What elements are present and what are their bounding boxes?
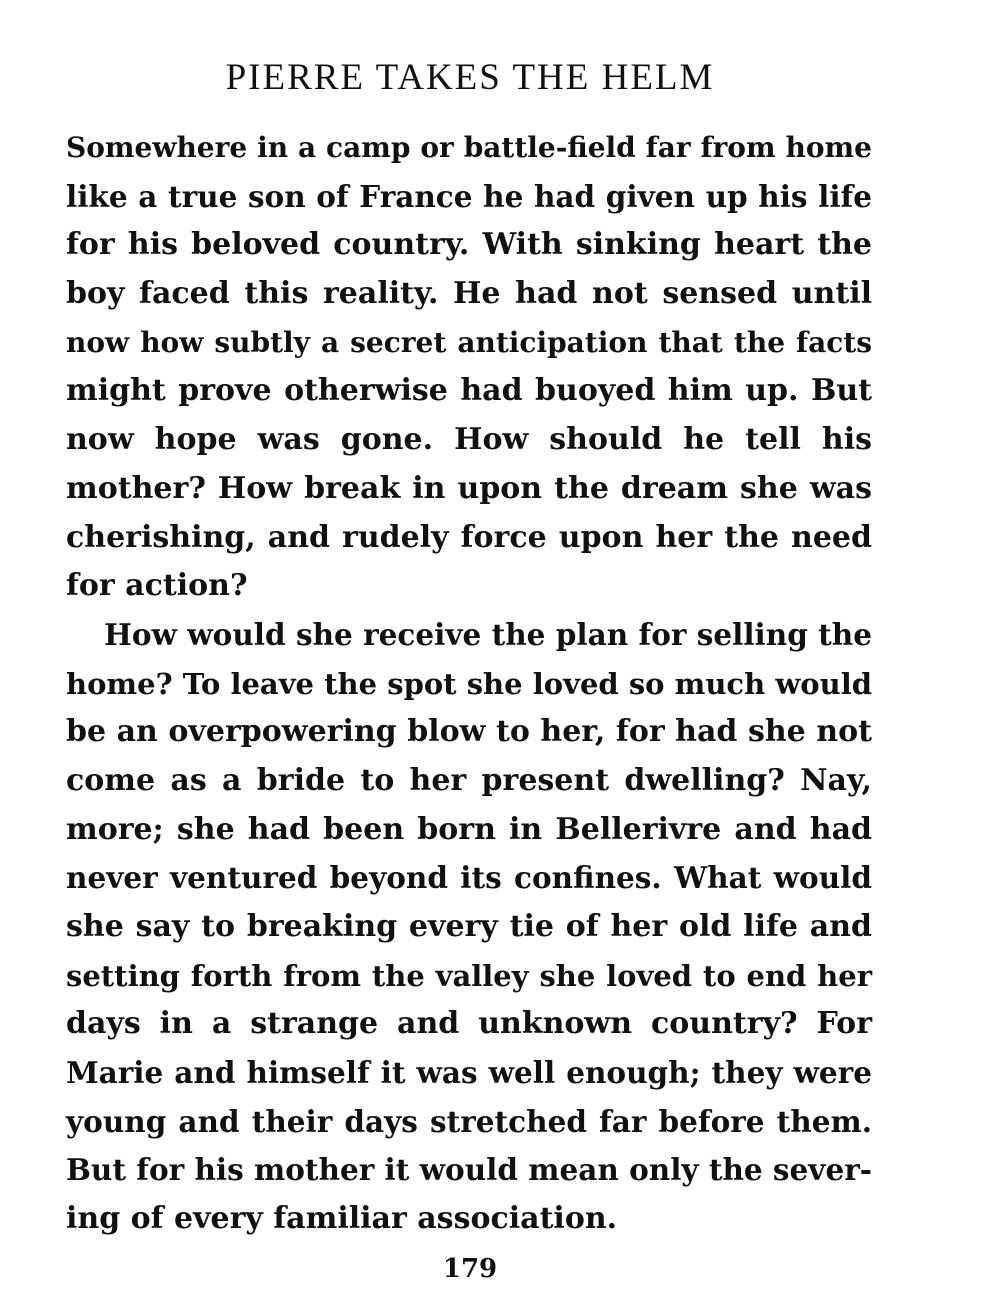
text-line: boy faced this reality. He had not sensed until <box>66 276 872 312</box>
text-line: days in a strange and unknown country? For <box>66 1006 872 1042</box>
running-head: PIERRE TAKES THE HELM <box>225 57 715 98</box>
text-line: for his beloved country. With sinking heart the <box>66 227 872 263</box>
text-line: young and their days stretched far before them. <box>66 1103 872 1139</box>
text-line: Somewhere in a camp or battle-field far from home <box>66 131 872 164</box>
text-line: more; she had been born in Bellerivre and had <box>66 811 872 847</box>
paragraph-1 <box>66 124 872 611</box>
text-line: setting forth from the valley she loved to end her <box>66 958 872 993</box>
text-line: ing of every familiar association. <box>66 1201 618 1237</box>
text-line: cherishing, and rudely force upon her the need <box>66 519 872 555</box>
text-line: home? To leave the spot she loved so much would <box>66 666 872 701</box>
text-line: How would she receive the plan for selling the <box>104 616 872 652</box>
paragraph-2 <box>66 611 872 1244</box>
text-line: But for his mother it would mean only the sever- <box>66 1152 873 1188</box>
text-line: she say to breaking every tie of her old life and <box>66 909 872 944</box>
text-line: now hope was gone. How should he tell his <box>66 422 872 458</box>
text-line: Marie and himself it was well enough; they were <box>66 1055 872 1091</box>
page-number: 179 <box>442 1254 498 1284</box>
text-line: now how subtly a secret anticipation that the facts <box>66 325 872 359</box>
text-line: for action? <box>66 568 248 604</box>
text-line: never ventured beyond its confines. What would <box>66 860 872 896</box>
text-line: might prove otherwise had buoyed him up. But <box>66 373 872 409</box>
text-line: like a true son of France he had given up his life <box>66 178 872 214</box>
text-line: come as a bride to her present dwelling? Nay, <box>66 762 872 798</box>
text-line: mother? How break in upon the dream she was <box>66 470 872 506</box>
text-line: be an overpowering blow to her, for had she not <box>66 714 872 750</box>
body-text <box>66 124 872 1244</box>
